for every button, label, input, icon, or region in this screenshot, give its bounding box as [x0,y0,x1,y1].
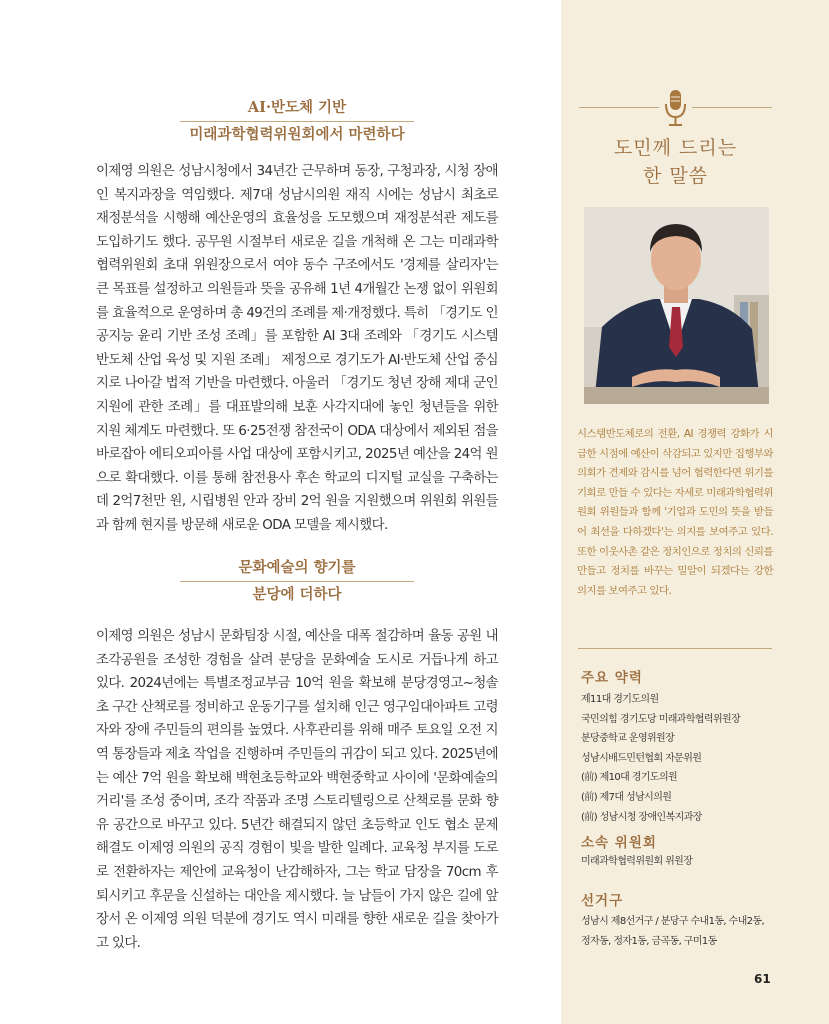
ornament-line-right [692,107,772,108]
section-heading-culture-arts [180,556,414,607]
sidebar-message: 시스템반도체로의 전환, AI 경쟁력 강화가 시급한 시점에 예산이 삭감되고 있지만 집행부와 의회가 견제와 감시를 넘어 협력한다면 위기를 기회로 만들 수 있다는 자세로 미래과학협력위원회 위원들과 함께 '기업과 도민의 뜻을 받들어 최선을 다하겠다'는 의지를 보여주고 있다. 또한 이웃사촌 같은 정치인으로 정치의 신뢰를 만들고 정치를 바꾸는 밀알이 되겠다는 강한 의지를 보여주고 있다. [577,428,773,597]
section-heading-line2: 분당에 더하다 [252,586,342,603]
career-item: 국민의힘 경기도당 미래과학협력위원장 [581,713,741,725]
section-heading-line1: AI·반도체 기반 [247,99,347,116]
career-item: 성남시배드민턴협회 자문위원 [581,752,702,764]
district-text: 성남시 제8선거구 / 분당구 수내1동, 수내2동, 정자동, 정자1동, 금곡동, 구미1동 [581,916,765,947]
sidebar-header-ornament [579,88,772,128]
section-heading-line2: 미래과학협력위원회에서 마련하다 [189,126,405,143]
ornament-line-left [579,107,659,108]
career-item: (前) 성남시청 장애인복지과장 [581,811,702,823]
career-item: 제11대 경기도의원 [581,694,659,705]
career-list [581,690,740,827]
committee-text: 미래과학협력위원회 위원장 [581,856,693,867]
heading-divider [180,581,414,582]
career-item: (前) 제10대 경기도의원 [581,772,678,784]
sidebar-title-line1: 도민께 드리는 [613,137,738,159]
portrait-photo [584,207,769,404]
article-paragraph-2: 이제영 의원은 성남시 문화팀장 시절, 예산을 대폭 절감하며 율동 공원 내 조각공원을 조성한 경험을 살려 분당을 문화예술 도시로 거듭나게 하고 있다. 2024년에는 특별조정교부금 10억 원을 확보해 분당경영고~청솔초 구간 산책로를 정비하고 운동기구를 설치해 인근 영구임대아파트 고령자와 장애 주민들의 편의를 높였다. 사후관리를 위해 매주 토요일 오전 지역 통장들과 제초 작업을 진행하며 주민들의 귀감이 되고 있다. 2025년에는 예산 7억 원을 확보해 백현초등학교와 백현중학교 사이에 '문화예술의 거리'를 조성 중이며, 조각 작품과 조명 스토리텔링으로 산책로를 문화 향유 공간으로 바꾸고 있다. 5년간 해결되지 않던 초등학교 인도 협소 문제 해결도 이제영 의원의 공직 경험이 빛을 발한 일례다. 교육청 부지를 도로로 전환하자는 제안에 교육청이 난감해하자, 그는 학교 담장을 70cm 후퇴시키고 후문을 신설하는 대안을 제시했다. 늘 남들이 가지 않은 길에 앞장서 온 이제영 의원 덕분에 경기도 역시 미래를 향한 새로운 길을 찾아가고 있다. [96,629,498,951]
portrait-illustration [584,207,769,404]
sidebar-title [579,134,772,190]
career-title: 주요 약력 [581,670,643,686]
committee-title: 소속 위원회 [581,835,657,851]
section-heading-line1: 문화예술의 향기를 [238,559,356,576]
sidebar-title-line2: 한 말씀 [642,165,709,187]
heading-divider [180,121,414,122]
article-paragraph-1: 이제영 의원은 성남시청에서 34년간 근무하며 동장, 구청과장, 시청 장애인 복지과장을 역임했다. 제7대 성남시의원 재직 시에는 성남시 최초로 재정분석을 시행해 예산운영의 효율성을 도모했으며 재정분석관 제도를 도입하기도 했다. 공무원 시절부터 새로운 길을 개척해 온 그는 미래과학협력위원회 초대 위원장으로서 여야 동수 구조에서도 '경제를 살리자'는 큰 목표를 설정하고 의원들과 뜻을 공유해 1년 4개월간 논쟁 없이 위원회를 효율적으로 운영하며 총 49건의 조례를 제·개정했다. 특히 「경기도 인공지능 윤리 기반 조성 조례」를 포함한 AI 3대 조례와 「경기도 시스템반도체 산업 육성 및 지원 조례」 제정으로 경기도가 AI·반도체 산업 중심지로 나아갈 법적 기반을 마련했다. 아울러 「경기도 청년 장해 제대 군인 지원에 관한 조례」를 대표발의해 보훈 사각지대에 놓인 청년들을 위한 지원 체계도 마련했다. 또 6·25전쟁 참전국이 ODA 대상에서 제외된 점을 바로잡아 에티오피아를 사업 대상에 포함시키고, 2025년 예산을 24억 원으로 확대했다. 이를 통해 참전용사 후손 학교의 디지털 교실을 구축하는데 2억7천만 원, 시립병원 안과 장비 2억 원을 지원했으며 위원회 위원들과 함께 현지를 방문해 새로운 ODA 모델을 제시했다. [96,164,498,533]
career-item: (前) 제7대 성남시의원 [581,791,672,803]
district-title: 선거구 [581,893,624,909]
page-number: 61 [754,972,771,986]
career-item: 분당중학교 운영위원장 [581,733,675,745]
microphone-icon [661,88,690,128]
sidebar-divider [578,648,772,649]
section-heading-ai-semiconductor [180,96,414,147]
